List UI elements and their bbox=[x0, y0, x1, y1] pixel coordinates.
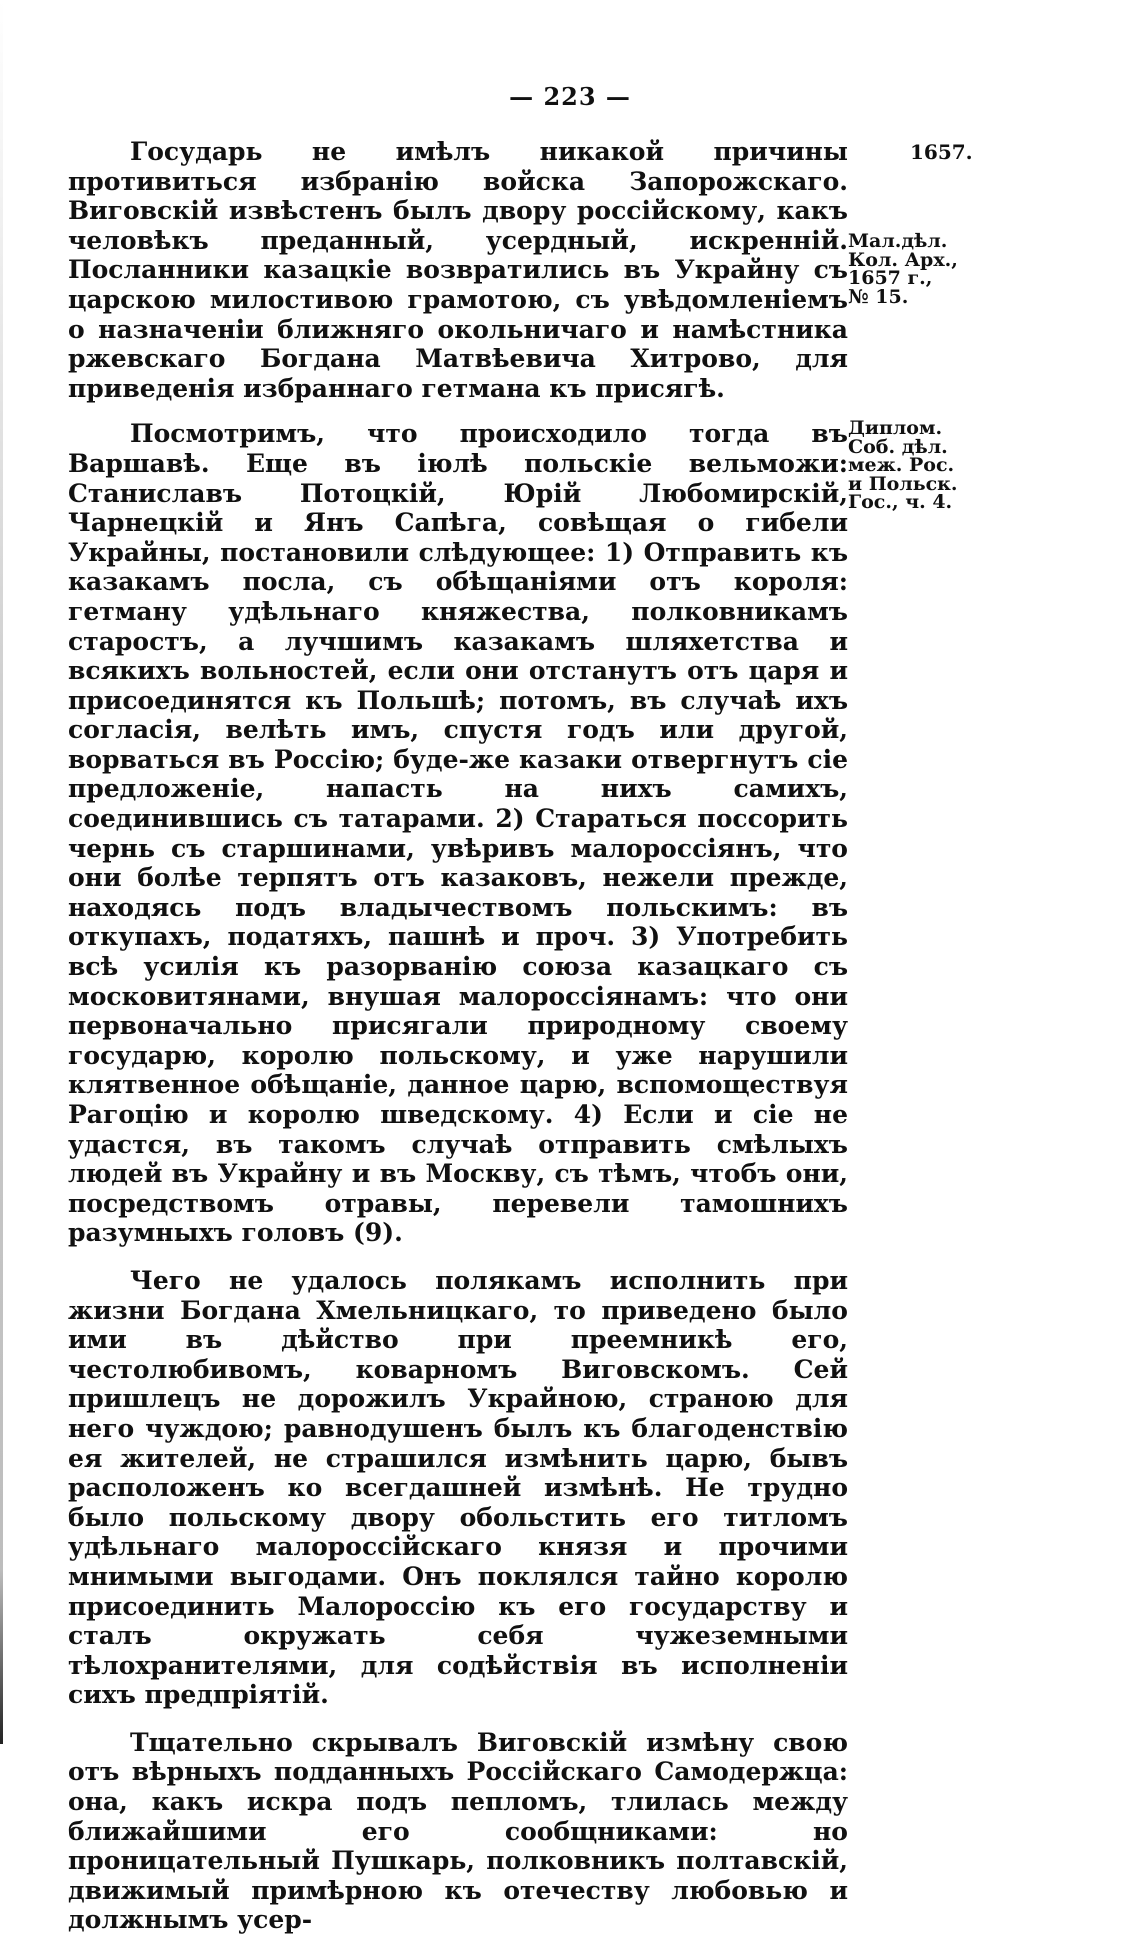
scan-edge bbox=[0, 0, 3, 1744]
margin-note-year: 1657. bbox=[910, 140, 973, 164]
page-number: — 223 — bbox=[509, 82, 631, 111]
margin-note-source-2: Диплом. Соб. дѣл. меж. Рос. и Польск. Гос., ч. 4. bbox=[848, 417, 958, 513]
paragraph-2: Посмотримъ, что происходило тогда въ Варшавѣ. Еще въ іюлѣ польскіе вельможи: Станиславъ Потоцкій, Юрій Любомирскій, Чарнецкій и Янъ Сапѣга, совѣщая о гибели Украйны, постановили слѣдующее: 1) Отправить къ казакамъ посла, съ обѣщаніями отъ короля: гетману удѣльнаго княжества, полковникамъ старостъ, а лучшимъ казакамъ шляхетства и всякихъ вольностей, если они отстанутъ отъ царя и присоединятся къ Польшѣ; потомъ, въ случаѣ ихъ согласія, велѣть имъ, спустя годъ или другой, ворваться въ Россію; буде-же казаки отвергнутъ сіе предложеніе, напасть на нихъ самихъ, соединившись съ татарами. 2) Стараться поссорить чернь съ старшинами, увѣривъ малороссіянъ, что они болѣе терпятъ отъ казаковъ, нежели прежде, находясь подъ владычествомъ польскимъ: въ откупахъ, податяхъ, пашнѣ и проч. 3) Употребить всѣ усилія къ разорванію союза казацкаго съ московитянами, внушая малороссіянамъ: что они первоначально присягали природному своему государю, королю польскому, и уже нарушили клятвенное обѣщаніе, данное царю, вспомоществуя Рагоцію и королю шведскому. 4) Если и сіе не удастся, въ такомъ случаѣ отправить смѣлыхъ людей въ Украйну и въ Москву, съ тѣмъ, чтобъ они, посредствомъ отравы, перевели тамошнихъ разумныхъ головъ (9). bbox=[68, 419, 848, 1248]
paragraph-3: Чего не удалось полякамъ исполнить при жизни Богдана Хмельницкаго, то приведено было ими въ дѣйство при преемникѣ его, честолюбивомъ, коварномъ Виговскомъ. Сей пришлецъ не дорожилъ Украйною, страною для него чуждою; равнодушенъ былъ къ благоденствію ея жителей, не страшился измѣнить царю, бывъ расположенъ ко всегдашней измѣнѣ. Не трудно было польскому двору обольстить его титломъ удѣльнаго малороссійскаго князя и прочими мнимыми выгодами. Онъ поклялся тайно королю присоединить Малороссію къ его государству и сталъ окружать себя чужеземными тѣлохранителями, для содѣйствія въ исполненіи сихъ предпріятій. bbox=[68, 1265, 848, 1710]
main-text bbox=[68, 137, 848, 1935]
paragraph-4: Тщательно скрывалъ Виговскій измѣну свою отъ вѣрныхъ подданныхъ Россійскаго Самодержца: она, какъ искра подъ пепломъ, тлилась между ближайшими его сообщниками: но проницательный Пушкарь, полковникъ полтавскій, движимый примѣрною къ отечеству любовью и должнымъ усер- bbox=[68, 1727, 848, 1935]
paragraph-1: Государь не имѣлъ никакой причины противиться избранію войска Запорожскаго. Виговскій извѣстенъ былъ двору россійскому, какъ человѣкъ преданный, усердный, искренній. Посланники казацкіе возвратились въ Украйну съ царскою милостивою грамотою, съ увѣдомленіемъ о назначеніи ближняго окольничаго и намѣстника ржевскаго Богдана Матвѣевича Хитрово, для приведенія избраннаго гетмана къ присягѣ. bbox=[68, 137, 848, 403]
margin-note-source-1: Мал.дѣл. Кол. Арх., 1657 г., № 15. bbox=[848, 230, 958, 308]
